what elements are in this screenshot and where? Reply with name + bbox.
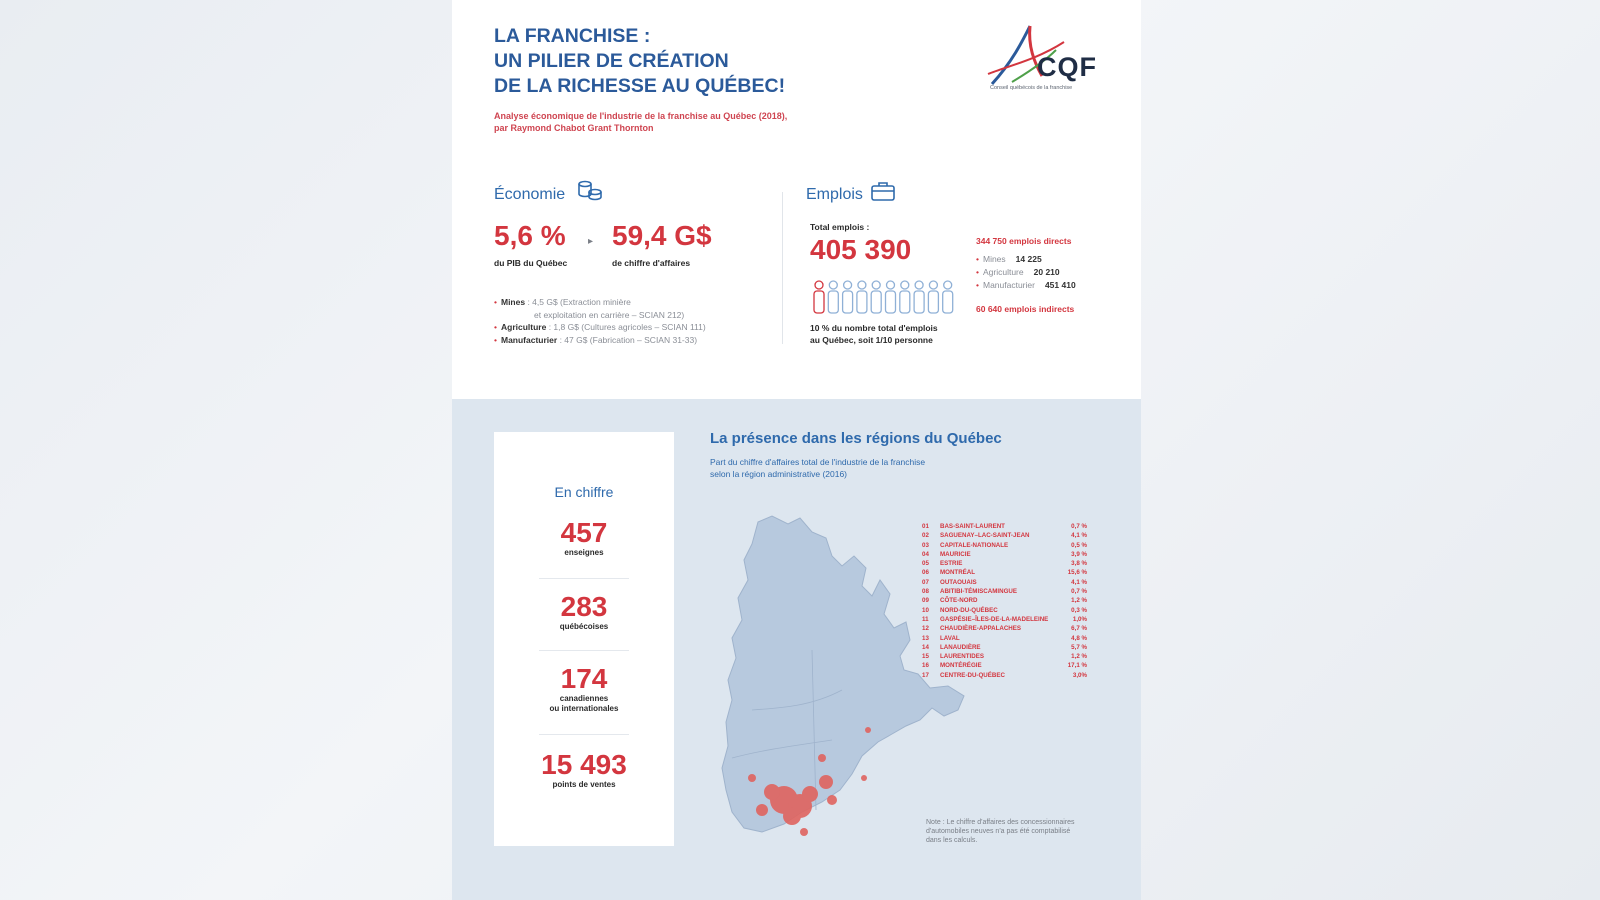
legend-region-number: 11: [922, 615, 929, 623]
legend-region-number: 13: [922, 634, 929, 642]
en-chiffre-card: [494, 432, 674, 846]
page-subtitle: Analyse économique de l'industrie de la franchise au Québec (2018), par Raymond Chabot Grant Thornton: [494, 111, 788, 133]
legend-region-name: MAURICIE: [940, 550, 971, 558]
legend-region-pct: 4,1 %: [1071, 578, 1087, 586]
legend-region-number: 03: [922, 541, 929, 549]
legend-region-pct: 0,5 %: [1071, 541, 1087, 549]
legend-region-name: ABITIBI-TÉMISCAMINGUE: [940, 588, 1017, 596]
regions-note: Note : Le chiffre d'affaires des concessionnaires d'automobiles neuves n'a pas été comptabilisé dans les calculs.: [926, 819, 1075, 844]
emploi-agriculture: • Agriculture 20 210: [976, 267, 1060, 277]
en-chiffre-title: En chiffre: [554, 484, 614, 500]
stat-enseignes: 457 enseignes: [560, 517, 608, 557]
legend-region-name: ESTRIE: [940, 560, 963, 568]
person-icon: [928, 281, 938, 313]
legend-region-name: CÔTE-NORD: [940, 597, 978, 605]
stat-separator: [539, 650, 629, 651]
legend-row: [922, 550, 1132, 559]
legend-region-number: 16: [922, 662, 929, 670]
bullet-agriculture: • Agriculture : 1,8 G$ (Cultures agricoles – SCIAN 111): [494, 322, 706, 332]
stat-separator: [539, 734, 629, 735]
pib-label: du PIB du Québec: [494, 258, 568, 268]
person-icon-highlighted: [814, 281, 824, 313]
legend-row: [922, 596, 1132, 605]
emplois-breakdown: [976, 253, 1076, 292]
person-icon: [886, 281, 896, 313]
legend-region-number: 15: [922, 653, 929, 661]
stat-points-de-ventes: 15 493 points de ventes: [541, 749, 627, 789]
legend-row: [922, 643, 1132, 652]
legend-region-pct: 4,8 %: [1071, 634, 1087, 642]
coins-icon: [576, 178, 604, 202]
bullet-mines-cont: et exploitation en carrière – SCIAN 212): [534, 309, 685, 320]
section-divider: [782, 192, 783, 344]
legend-row: [922, 559, 1132, 568]
legend-region-number: 02: [922, 532, 929, 540]
legend-row: [922, 624, 1132, 633]
legend-region-pct: 0,7 %: [1071, 588, 1087, 596]
ca-label: de chiffre d'affaires: [612, 258, 691, 268]
legend-region-number: 08: [922, 588, 929, 596]
legend-region-name: CAPITALE-NATIONALE: [940, 541, 1009, 549]
stat-canadiennes: 174 canadiennes ou internationales: [549, 663, 619, 713]
legend-row: [922, 578, 1132, 587]
legend-region-name: NORD-DU-QUÉBEC: [940, 606, 998, 614]
total-emplois-label: Total emplois :: [810, 222, 870, 232]
emploi-mines: • Mines 14 225: [976, 254, 1042, 264]
stat-quebecoises: 283 québécoises: [559, 591, 609, 631]
legend-row: [922, 531, 1132, 540]
legend-row: [922, 615, 1132, 624]
legend-region-name: LAVAL: [940, 634, 960, 642]
legend-region-number: 01: [922, 523, 929, 530]
stat-separator: [539, 578, 629, 579]
regions-title: La présence dans les régions du Québec: [710, 430, 1002, 447]
person-icon: [943, 281, 953, 313]
legend-region-number: 09: [922, 597, 929, 605]
legend-region-number: 05: [922, 560, 929, 568]
legend-region-pct: 0,3 %: [1071, 606, 1087, 614]
emplois-indirects: 60 640 emplois indirects: [976, 304, 1075, 314]
legend-row: [922, 587, 1132, 596]
emplois-title: Emplois: [806, 186, 863, 203]
legend-region-pct: 6,7 %: [1071, 625, 1087, 633]
legend-region-pct: 4,1 %: [1071, 532, 1087, 540]
infographic-page: [452, 0, 1141, 900]
economie-title: Économie: [494, 186, 566, 203]
legend-region-number: 17: [922, 671, 929, 679]
arrow-icon: ▸: [588, 236, 594, 247]
logo-text: CQF: [1037, 52, 1097, 82]
person-icon: [871, 281, 881, 313]
person-icon: [828, 281, 838, 313]
legend-region-number: 04: [922, 550, 929, 558]
legend-region-pct: 0,7 %: [1071, 523, 1087, 530]
legend-region-pct: 5,7 %: [1071, 643, 1087, 651]
ca-value: 59,4 G$: [612, 220, 712, 251]
legend-row: [922, 671, 1132, 680]
legend-region-number: 06: [922, 569, 929, 577]
legend-region-number: 12: [922, 625, 929, 633]
pib-value: 5,6 %: [494, 220, 566, 251]
legend-row: [922, 541, 1132, 550]
legend-row: [922, 634, 1132, 643]
person-icon: [900, 281, 910, 313]
legend-region-name: CHAUDIÈRE-APPALACHES: [940, 625, 1022, 633]
legend-region-pct: 1,0%: [1072, 615, 1087, 623]
bullet-manufacturier: • Manufacturier : 47 G$ (Fabrication – SCIAN 31-33): [494, 334, 698, 345]
legend-region-name: CENTRE-DU-QUÉBEC: [940, 671, 1005, 679]
legend-region-name: BAS-SAINT-LAURENT: [940, 523, 1005, 530]
legend-region-pct: 15,6 %: [1067, 569, 1087, 577]
emplois-share-text: 10 % du nombre total d'emplois au Québec, soit 1/10 personne: [810, 323, 938, 345]
legend-row: [922, 652, 1132, 661]
legend-region-pct: 1,2 %: [1071, 597, 1087, 605]
total-emplois-value: 405 390: [810, 234, 912, 265]
regions-subtitle: Part du chiffre d'affaires total de l'industrie de la franchise selon la région administrative (2016): [710, 457, 926, 479]
person-icon: [843, 281, 853, 313]
economie-bullets: [494, 296, 706, 346]
emplois-directs: 344 750 emplois directs: [976, 236, 1072, 246]
legend-row: [922, 568, 1132, 577]
legend-region-number: 14: [922, 643, 929, 651]
legend-region-name: MONTÉRÉGIE: [940, 662, 982, 670]
legend-region-pct: 3,8 %: [1071, 560, 1087, 568]
legend-region-number: 10: [922, 606, 929, 614]
people-icon-row: [810, 280, 956, 316]
legend-region-name: GASPÉSIE–ÎLES-DE-LA-MADELEINE: [940, 615, 1049, 623]
briefcase-icon: [870, 180, 896, 202]
person-icon: [914, 281, 924, 313]
page-title: LA FRANCHISE : UN PILIER DE CRÉATION DE LA RICHESSE AU QUÉBEC!: [494, 25, 786, 97]
legend-region-name: SAGUENAY–LAC-SAINT-JEAN: [940, 532, 1030, 540]
bullet-mines: • Mines : 4,5 G$ (Extraction minière: [494, 297, 631, 307]
legend-row: [922, 522, 1132, 531]
person-icon: [857, 281, 867, 313]
legend-region-name: LANAUDIÈRE: [940, 643, 981, 651]
top-section: [452, 0, 1141, 399]
emploi-manufacturier: • Manufacturier 451 410: [976, 280, 1076, 290]
legend-region-pct: 17,1 %: [1067, 662, 1087, 670]
legend-region-name: MONTRÉAL: [940, 569, 976, 577]
legend-region-pct: 3,9 %: [1071, 550, 1087, 558]
legend-region-name: LAURENTIDES: [940, 653, 985, 661]
legend-row: [922, 606, 1132, 615]
legend-region-pct: 1,2 %: [1071, 653, 1087, 661]
legend-region-pct: 3,0%: [1072, 671, 1087, 679]
logo-caption: Conseil québécois de la franchise: [990, 85, 1073, 91]
legend-row: [922, 661, 1132, 670]
legend-region-name: OUTAOUAIS: [940, 578, 977, 586]
regions-legend: [922, 522, 1132, 680]
legend-region-number: 07: [922, 578, 929, 586]
